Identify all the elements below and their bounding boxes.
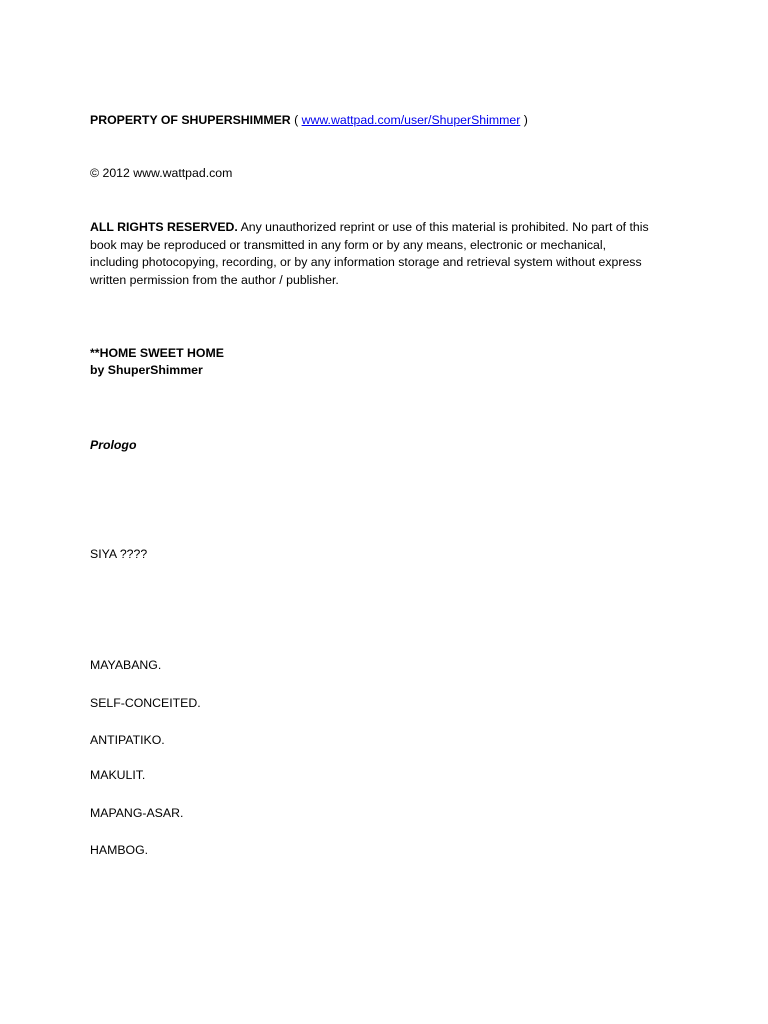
rights-line-1 [90,219,680,237]
trait-line: MAYABANG. [90,658,162,672]
close-paren: ) [520,113,528,127]
rights-heading: ALL RIGHTS RESERVED. [90,220,238,234]
trait-line: HAMBOG. [90,843,149,857]
trait-line: ANTIPATIKO. [90,733,165,747]
property-line [90,112,528,130]
story-title: **HOME SWEET HOME [90,346,224,360]
section-heading: Prologo [90,438,137,452]
open-paren: ( [290,113,302,127]
question-line: SIYA ???? [90,547,148,561]
property-label: PROPERTY OF SHUPERSHIMMER [90,113,291,127]
rights-line-4: written permission from the author / publisher. [90,272,339,287]
copyright-line: © 2012 www.wattpad.com [90,166,233,180]
trait-line: SELF-CONCEITED. [90,696,201,710]
rights-line-1-text: Any unauthorized reprint or use of this material is prohibited. No part of this [237,220,649,234]
rights-paragraph [90,219,680,289]
trait-line: MAPANG-ASAR. [90,806,184,820]
story-byline: by ShuperShimmer [90,363,203,377]
rights-line-3: including photocopying, recording, or by any information storage and retrieval system without express [90,255,642,269]
rights-line-2: book may be reproduced or transmitted in any form or by any means, electronic or mechanical, [90,237,607,252]
author-profile-link[interactable]: www.wattpad.com/user/ShuperShimmer [301,113,521,127]
trait-line: MAKULIT. [90,768,146,782]
